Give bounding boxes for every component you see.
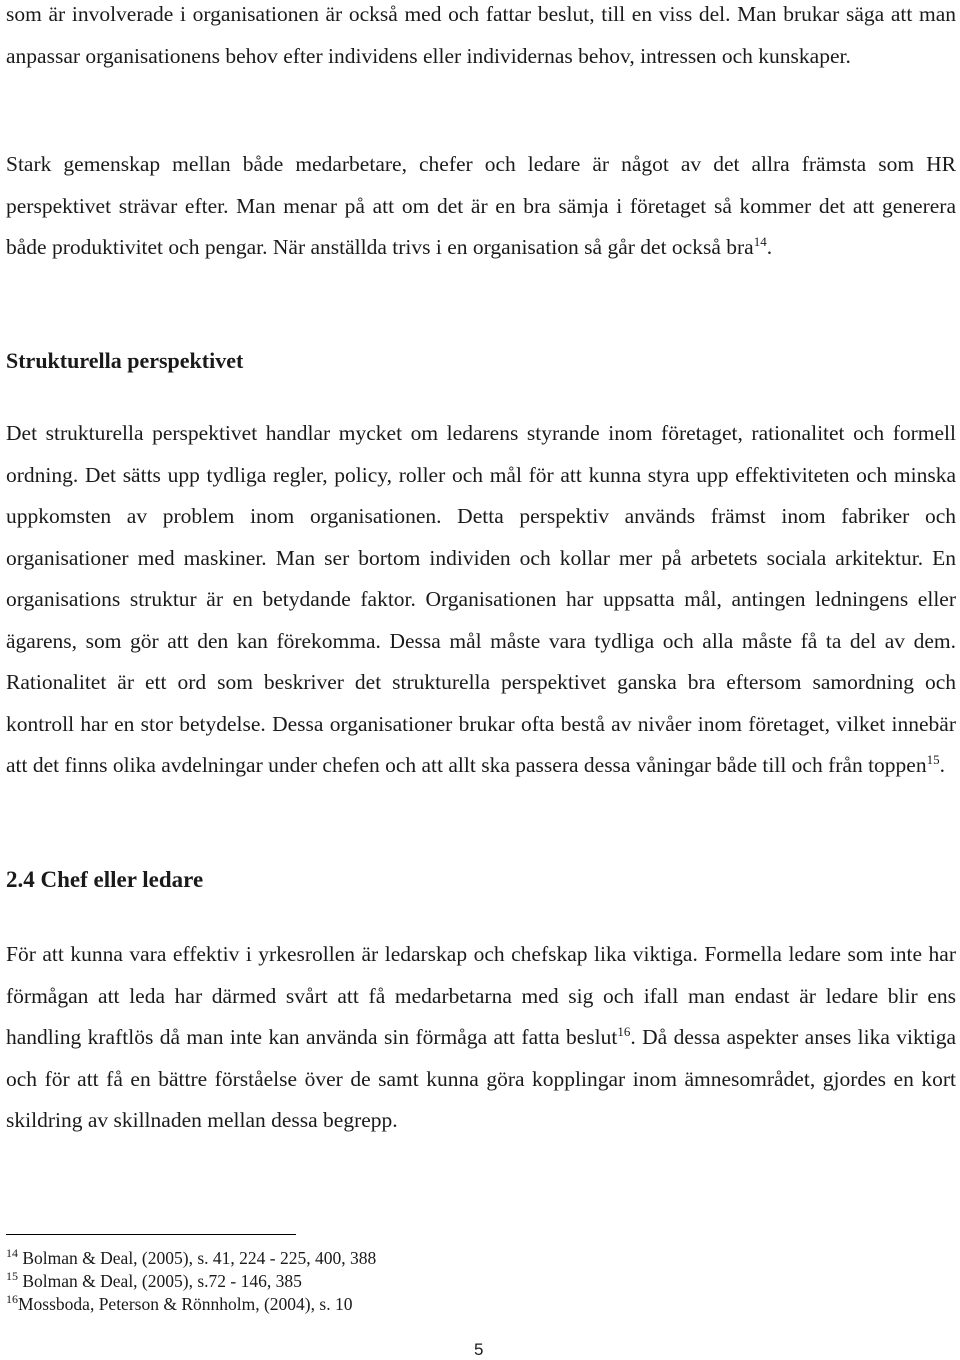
footnote-text: Mossboda, Peterson & Rönnholm, (2004), s. 10 [18,1294,353,1314]
footnote-number: 16 [6,1292,18,1307]
paragraph-text: Det strukturella perspektivet handlar mycket om ledarens styrande inom företaget, rationalitet och formell ordning. Det sätts upp tydliga regler, policy, roller och mål för att kunna styra upp effektiviteten och minska uppkomsten av problem inom organisationen. Detta perspektiv används främst inom fabriker och organisationer med maskiner. Man ser bortom individen och kollar mer på arbetets sociala arkitektur. En organisations struktur är en betydande faktor. Organisationen har uppsatta mål, antingen ledningens eller ägarens, som gör att den kan förekomma. Dessa mål måste vara tydliga och alla måste få ta del av dem. Rationalitet är ett ord som beskriver det strukturella perspektivet ganska bra eftersom samordning och kontroll har en stor betydelse. Dessa organisationer brukar ofta bestå av nivåer inom företaget, vilket innebär att det finns olika avdelningar under chefen och att allt ska passera dessa våningar både till och från toppen [6,421,956,777]
section-heading: 2.4 Chef eller ledare [6,867,204,892]
paragraph-text: som är involverade i organisationen är också med och fattar beslut, till en viss del. Man brukar säga att man anpassar organisationens behov efter individens eller individernas behov, intressen och kunskaper. [6,2,956,68]
section-heading: Strukturella perspektivet [6,348,244,373]
footnote-ref[interactable]: 15 [926,751,940,767]
paragraph-text: . Då dessa aspekter anses lika viktiga och för att få en bättre förståelse över de samt kunna göra kopplingar inom ämnesområdet, gjordes en kort skildring av skillnaden mellan dessa begrepp. [6,1025,956,1132]
paragraph-text: . [766,235,773,259]
footnote-ref[interactable]: 14 [753,233,767,249]
footnote-text: Bolman & Deal, (2005), s. 41, 224 - 225, 400, 388 [18,1248,377,1268]
body-paragraph [6,0,956,77]
footnote [6,1246,376,1270]
footnote [6,1292,352,1316]
footnote [6,1269,302,1293]
page-number: 5 [474,1340,484,1359]
footnote-divider [6,1234,296,1235]
body-paragraph [6,413,956,787]
footnote-number: 14 [6,1246,18,1261]
paragraph-text: För att kunna vara effektiv i yrkesrollen är ledarskap och chefskap lika viktiga. Formella ledare som inte har förmågan att leda har därmed svårt att få medarbetarna med sig och ifall man endast är ledare blir ens handling kraftlös då man inte kan använda sin förmåga att fatta beslut [6,942,956,1049]
footnote-ref[interactable]: 16 [617,1023,631,1039]
body-paragraph [6,144,956,269]
body-paragraph [6,934,956,1142]
paragraph-text: Stark gemenskap mellan både medarbetare, chefer och ledare är något av det allra främsta som HR perspektivet strävar efter. Man menar på att om det är en bra sämja i företaget så kommer det att generera både produktivitet och pengar. När anställda trivs i en organisation så går det också bra [6,152,956,259]
footnote-text: Bolman & Deal, (2005), s.72 - 146, 385 [18,1271,302,1291]
paragraph-text: . [939,753,945,777]
footnote-number: 15 [6,1269,18,1284]
